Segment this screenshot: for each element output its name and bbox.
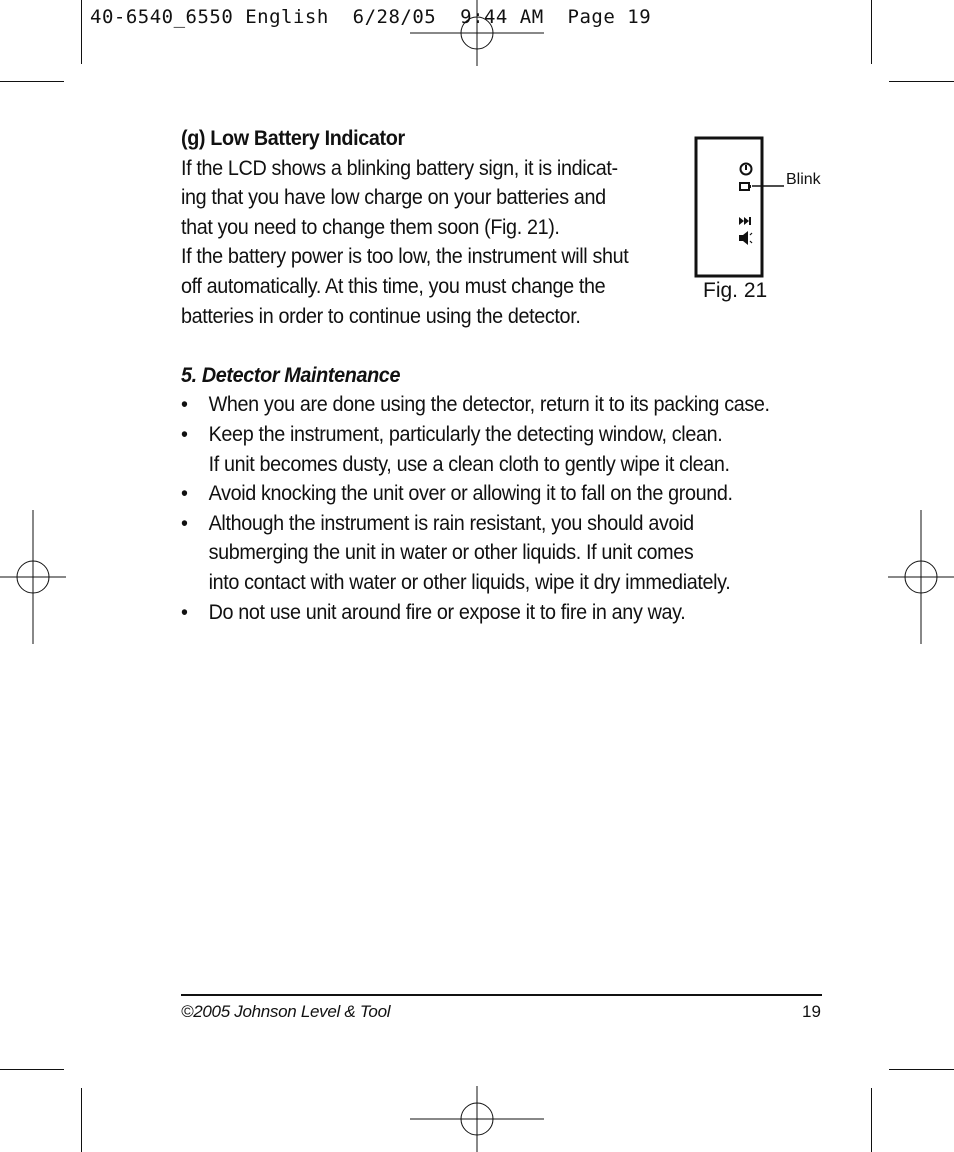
paragraph-line: ing that you have low charge on your batteries and bbox=[181, 185, 606, 210]
list-item bbox=[181, 598, 774, 628]
printer-slug: 40-6540_6550 English 6/28/05 9:44 AM Page 19 bbox=[90, 6, 652, 28]
paragraph-line: that you need to change them soon (Fig. 21). bbox=[181, 214, 560, 239]
list-item-line: Although the instrument is rain resistant, you should avoid bbox=[208, 510, 694, 535]
section-heading-low-battery: (g) Low Battery Indicator bbox=[181, 126, 405, 150]
list-item bbox=[181, 390, 774, 420]
registration-mark-bottom bbox=[410, 1086, 544, 1152]
list-item-line: Avoid knocking the unit over or allowing it to fall on the ground. bbox=[208, 481, 733, 506]
registration-mark-left bbox=[0, 510, 66, 644]
bullet-icon: • bbox=[181, 510, 188, 535]
page-number: 19 bbox=[802, 1002, 821, 1021]
paragraph-line: If the battery power is too low, the instrument will shut bbox=[181, 244, 629, 269]
section-heading-maintenance: 5. Detector Maintenance bbox=[181, 362, 401, 387]
lcd-frame bbox=[696, 138, 762, 276]
paragraph-line: batteries in order to continue using the detector. bbox=[181, 303, 581, 328]
crop-mark bbox=[871, 1088, 872, 1152]
list-item-line: submerging the unit in water or other liquids. If unit comes bbox=[208, 540, 694, 565]
list-item bbox=[181, 420, 774, 479]
crop-mark bbox=[889, 81, 954, 82]
registration-mark-right bbox=[888, 510, 954, 644]
blink-label: Blink bbox=[786, 171, 821, 188]
list-item-line: Do not use unit around fire or expose it to fire in any way. bbox=[208, 599, 686, 624]
paragraph-line: off automatically. At this time, you must change the bbox=[181, 273, 606, 298]
list-item-line: If unit becomes dusty, use a clean cloth to gently wipe it clean. bbox=[208, 451, 730, 476]
list-item-line: into contact with water or other liquids, wipe it dry immediately. bbox=[208, 569, 731, 594]
footer-rule bbox=[181, 994, 822, 996]
crop-mark bbox=[871, 0, 872, 64]
crop-mark bbox=[0, 81, 64, 82]
paragraph-line: If the LCD shows a blinking battery sign, it is indicat- bbox=[181, 155, 618, 180]
footer-copyright: ©2005 Johnson Level & Tool bbox=[181, 1002, 391, 1021]
bullet-icon: • bbox=[181, 421, 188, 446]
crop-mark bbox=[81, 1088, 82, 1152]
page-content bbox=[181, 124, 774, 627]
list-item bbox=[181, 509, 774, 598]
crop-mark bbox=[81, 0, 82, 64]
bullet-icon: • bbox=[181, 481, 188, 506]
figure-caption: Fig. 21 bbox=[703, 279, 768, 302]
list-item-line: Keep the instrument, particularly the detecting window, clean. bbox=[208, 421, 723, 446]
maintenance-list bbox=[181, 390, 774, 627]
low-battery-paragraph bbox=[181, 154, 774, 332]
bullet-icon: • bbox=[181, 392, 188, 417]
bullet-icon: • bbox=[181, 599, 188, 624]
registration-mark-top bbox=[410, 0, 544, 66]
spacer bbox=[181, 331, 774, 361]
crop-mark bbox=[0, 1069, 64, 1070]
list-item bbox=[181, 479, 774, 509]
crop-mark bbox=[889, 1069, 954, 1070]
list-item-line: When you are done using the detector, return it to its packing case. bbox=[208, 392, 770, 417]
